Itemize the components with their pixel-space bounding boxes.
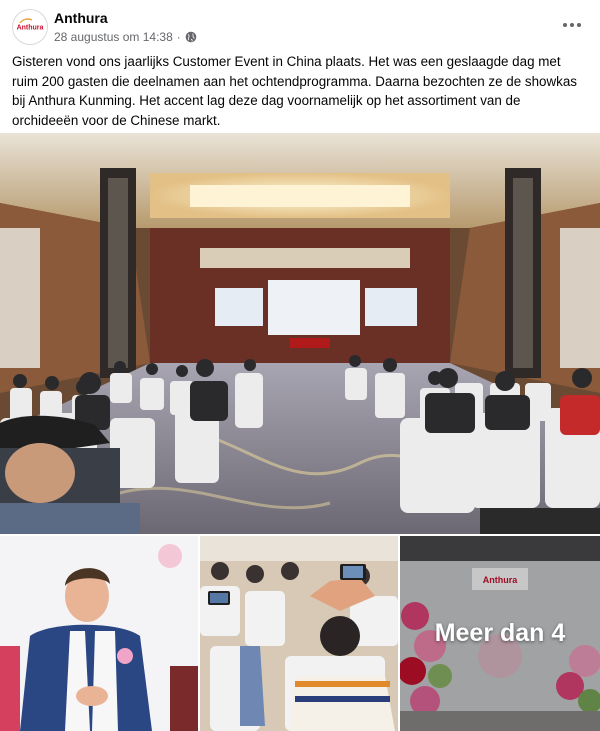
more-photos-overlay[interactable] bbox=[400, 536, 600, 731]
showroom-photo[interactable] bbox=[400, 536, 600, 731]
meta-separator: · bbox=[176, 30, 181, 44]
audience-phone-photo[interactable] bbox=[200, 536, 398, 731]
svg-text:Anthura: Anthura bbox=[16, 24, 44, 32]
anthura-logo-icon bbox=[13, 10, 47, 44]
dot bbox=[563, 23, 567, 27]
avatar[interactable] bbox=[12, 9, 48, 45]
more-photos-label: Meer dan 4 bbox=[434, 619, 566, 647]
svg-text:Anthura: Anthura bbox=[482, 575, 518, 585]
conference-hall-photo[interactable] bbox=[0, 133, 600, 534]
more-options-icon[interactable] bbox=[558, 14, 586, 36]
speaker-photo[interactable] bbox=[0, 536, 198, 731]
post-header bbox=[0, 0, 600, 50]
globe-icon[interactable] bbox=[185, 31, 197, 43]
dot bbox=[570, 23, 574, 27]
dot bbox=[577, 23, 581, 27]
post-text: Gisteren vond ons jaarlijks Customer Event in China plaats. Het was een geslaagde dag met ruim 200 gasten die deelnamen aan het ochtendprogramma. Daarna bezochten ze de showkas bij Anthura Kunming. Het accent lag deze dag voornamelijk op het assortiment van de orchideeën voor de Chinese markt. bbox=[12, 54, 577, 128]
timestamp[interactable]: 28 augustus om 14:38 bbox=[54, 30, 173, 44]
post-meta bbox=[54, 30, 197, 44]
author-name[interactable]: Anthura bbox=[54, 10, 108, 26]
